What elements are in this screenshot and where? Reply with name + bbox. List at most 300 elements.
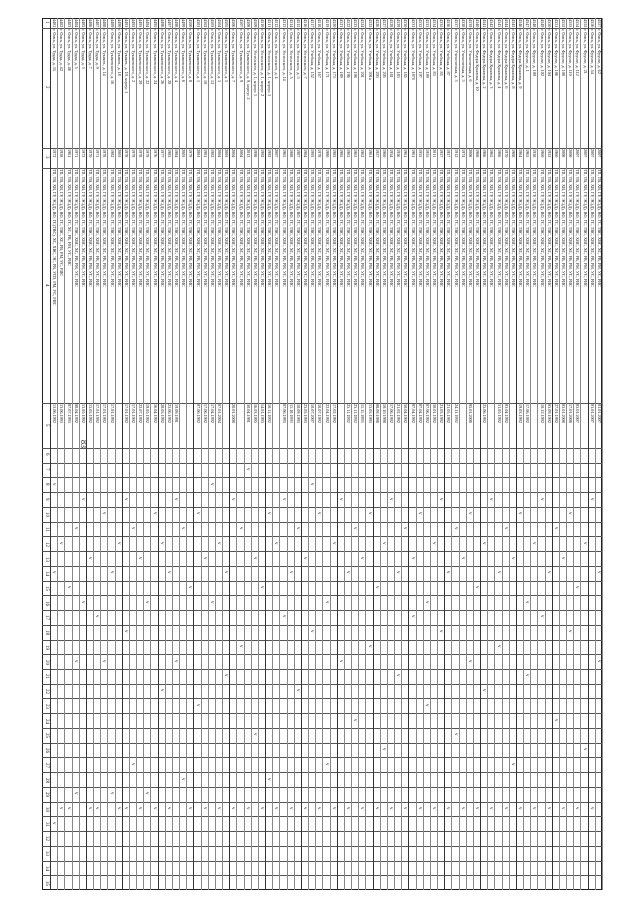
flag-mark: v (502, 806, 508, 810)
column-number: 18 (44, 630, 49, 636)
cell-address: г. Омск, ул. Успенского, д. 14 (281, 29, 287, 81)
cell-year: 1961 (367, 149, 373, 158)
column-number: 32 (44, 836, 49, 842)
cell-types: ТП, ТВ, ХВ, ГР, ЭС(Д), ВО, ГС, ТВС, ХВС, ХС, РВ, РМ, УС, РИС (202, 169, 208, 287)
cell-id: 4491 (123, 19, 129, 28)
column-number: 17 (44, 615, 49, 621)
column-number: 16 (44, 600, 49, 606)
flag-mark: v (137, 806, 143, 810)
cell-year: 1961 (403, 149, 409, 158)
cell-year: 1976 (152, 149, 158, 158)
cell-address: г. Омск, ул. Федора Крылова, д. 10 (475, 29, 481, 91)
cell-date: 03.01.2007 (575, 404, 581, 423)
cell-types: ТП, ТВ, ХВ, ГР, ЭС(Д), ВО, ГС, ТВС, ХВС, ХС, РВ, РМ, УС, РИС (489, 169, 495, 287)
cell-id: 4509 (252, 19, 258, 28)
flag-mark: v (58, 806, 64, 810)
column-number: 8 (44, 482, 49, 486)
column-number: 20 (44, 659, 49, 665)
flag-mark: v (423, 703, 429, 707)
cell-address: г. Омск, ул. Труда, д. 5 (80, 29, 86, 69)
cell-types: ТП, ТВ, ХВ, ГР, ЭС(Д), ВО, ГС, ТВС, ХВС, ХС, РВ, РМ, УС, РИС (597, 169, 602, 287)
cell-id: 4524 (360, 19, 366, 28)
cell-year: 1968 (475, 149, 481, 158)
cell-address: г. Омск, ул. Фрунзе, д. 62 (597, 29, 602, 74)
flag-mark: v (180, 527, 186, 530)
cell-address: г. Омск, ул. Фрунзе, д. 110 (568, 29, 574, 76)
flag-mark: v (251, 556, 257, 559)
flag-mark: v (115, 541, 121, 545)
cell-year: 1964 (518, 149, 524, 158)
flag-mark: v (173, 497, 179, 501)
cell-types: ТП, ТВ, ХВ, ГР, ЭС(Д), ВО, ГС, ТВС, ХВС, ХС, РВ, РМ, УС, РИС (389, 169, 395, 287)
cell-types: ТП, ТВ, ХВ, ГР, ЭС(Д), ВО, ГС, ТВС, ХВС, ХС, РВ, РМ, УС, РИС (503, 169, 509, 287)
cell-id: 4547 (525, 19, 531, 28)
flag-mark: v (244, 806, 250, 810)
flag-mark: v (187, 806, 193, 810)
flag-mark: v (445, 806, 451, 810)
cell-address: г. Омск, ул. Труда, д. 46 (66, 29, 72, 71)
cell-types: ТП, ТВ, ХВ, ГР, ЭС(Д), ВО, ГС, ТВС, ХВС, ХС, РВ, РМ, УС, РИС (568, 169, 574, 287)
row-separator (602, 18, 603, 890)
cell-year: 2003 (181, 149, 187, 158)
column-number: 9 (44, 497, 49, 501)
cell-year: 1954 (389, 149, 395, 158)
cell-year: 1982 (209, 149, 215, 158)
cell-address: г. Омск, ул. Федора Крылова, д. 4 (496, 29, 502, 89)
cell-date: 31.05.1992 (496, 404, 502, 423)
cell-id: 4534 (432, 19, 438, 28)
flag-mark: v (302, 556, 308, 559)
cell-date: 07.06.1993 (281, 404, 287, 423)
flag-mark: v (352, 527, 358, 530)
flag-mark: v (509, 556, 515, 559)
cell-year: 1985 (338, 149, 344, 158)
cell-date: 13.06.1993 (59, 404, 65, 423)
cell-types: ТП, ТВ, ХВ, ГР, ЭС(Д), ВО, ГС, ТВС, ХВС, ХС, РВ, РМ, УС, РИС (432, 169, 438, 287)
cell-address: г. Омск, ул. Учебная, д. 197 (417, 29, 423, 78)
cell-id: 4503 (209, 19, 215, 28)
cell-types: ТП, ТВ, ХВ, ГР, ЭС(Д), ВО, ГС(ТВС), ХС, ХВС, ЭС, РВ, УПЗ, РМ, УС, РИС (52, 169, 58, 306)
cell-types: ТП, ТВ, ХВ, ГР, ЭС(Д), ВО, ГС, ТВС, ХВС, ХС, РВ, РМ, УС, РИС (561, 169, 567, 287)
cell-year: 2007 (582, 149, 588, 158)
cell-year: 2003 (224, 149, 230, 158)
flag-mark: v (588, 497, 594, 501)
flag-mark: v (545, 571, 551, 574)
cell-id: 4489 (109, 19, 115, 28)
cell-year: 1988 (288, 149, 294, 158)
cell-types: ТП, ТВ, ХВ, ГР, ЭС(Д), ВО, ГС, ТВС, ХВС, ХС, РВ, РМ, УС, РИС (539, 169, 545, 287)
flag-mark: v (65, 806, 71, 810)
cell-year: 1978 (317, 149, 323, 158)
cell-types: ТП, ТВ, ХВ, ГР, ЭС(Д), ВО, ГС, ТВС, ХВС, ХС, РВ, РМ, УС, РИС (303, 169, 309, 287)
cell-address: г. Омск, ул. Тухачевского, д. 8 (188, 29, 194, 83)
cell-date: 19.03.1992 (518, 404, 524, 423)
cell-year: 2008 (561, 149, 567, 158)
flag-mark: v (316, 512, 322, 515)
cell-id: 4508 (245, 19, 251, 28)
cell-date: 14.01.1993 (260, 404, 266, 423)
cell-date: 27.01.1992 (553, 404, 559, 423)
cell-year: 1983 (166, 149, 172, 158)
cell-id: 4523 (353, 19, 359, 28)
cell-address: г. Омск, ул. Фрунзе, д. 100 (532, 29, 538, 76)
flag-mark: v (395, 571, 401, 574)
cell-types: ТП, ТВ, ХВ, ГР, ЭС(Д), ВО, ГС, ТВС, ХВС, ХС, РВ, РМ, УС, РИС (482, 169, 488, 287)
cell-year: 1957 (374, 149, 380, 158)
flag-mark: v (122, 630, 128, 633)
cell-types: ТП, ТВ, ХВ, ГР, ЭС(Д), ВО, ГС, ТВС, ХВС, ХС, РВ, РМ, УС, РИС (217, 169, 223, 287)
flag-mark: v (187, 585, 193, 589)
flag-mark: v (309, 482, 315, 486)
column-number: 13 (44, 556, 49, 562)
column-number: 24 (44, 718, 49, 724)
cell-address: г. Омск, ул. Фрунзе, д. 104 (546, 29, 552, 76)
cell-types: ТП, ТВ, ХВ, ГР, ЭС(Д), ВО, ГС, ТВС, ХВС, ХС, РВ, РМ, УС, РИС (475, 169, 481, 287)
cell-id: 4555 (582, 19, 588, 28)
cell-date: 08.09.1998 (374, 404, 380, 423)
cell-id: 4515 (295, 19, 301, 28)
cell-types: ТП, ТВ, ХВ, ГР, ЭС(Д), ВО, ГС, ТВС, ХВС, ХС, РВ, РМ, УС, РИС (331, 169, 337, 287)
cell-year: 1992 (260, 149, 266, 158)
cell-types: ТП, ТВ, ХВ, ГР, ЭС(Д), ВО, ГС, ТВС, ХВС, ХС, РВ, РМ, УС, РИС (102, 169, 108, 287)
cell-address: г. Омск, ул. Тухачев., д. 18 (116, 29, 122, 76)
flag-mark: v (560, 556, 566, 559)
row-separator (387, 18, 388, 890)
cell-date: 21.05.1992 (446, 404, 452, 423)
cell-types: ТП, ТВ, ХВ, ГР, ЭС(Д), ВО, ГС, ТВС, ХВС, ХС, РВ, РМ, УС, РИС (95, 169, 101, 287)
flag-mark: v (560, 806, 566, 810)
cell-address: г. Омск, ул. Учебная, д. 201а (367, 29, 373, 80)
cell-date: 17.06.1992 (389, 404, 395, 423)
flag-mark: v (517, 512, 523, 515)
cell-id: 4512 (274, 19, 280, 28)
cell-date: 07.01.2004 (217, 404, 223, 423)
flag-mark: v (495, 644, 501, 648)
cell-address: г. Омск, ул. Учебная, д. 173 (331, 29, 337, 78)
flag-mark: v (309, 630, 315, 633)
cell-address: г. Омск, ул. Успенского, д. 1, корпус 2 (260, 29, 266, 97)
cell-id: 4537 (453, 19, 459, 28)
cell-date: 11.10.1993 (288, 404, 294, 423)
column-number: 5 (44, 423, 49, 426)
cell-types: ТП, ТВ, ХВ, ГР, ЭС(Д), ВО, ГС, ТВС, ХВС, ХС, РВ, РМ, УС, РИС (324, 169, 330, 287)
flag-mark: v (51, 571, 57, 574)
cell-id: 4481 (52, 19, 58, 28)
column-number: 1 (44, 21, 49, 24)
cell-types: ТП, ТВ, ХВ, ГР, ЭС(Д), ВО, ГС, ТВС, ХС, РВ, РМ, УС, РИС (59, 169, 65, 277)
row-separator (236, 18, 237, 890)
cell-year: 1963 (353, 149, 359, 158)
flag-mark: v (237, 644, 243, 648)
cell-address: г. Омск, ул. Учебная, д. 152 (310, 29, 316, 78)
cell-address: г. Омск, ул. Учебная, д. 203 (374, 29, 380, 78)
cell-types: ТП, ТВ, ХВ, ГР, ЭС(Д), ВО, ГС, ТВС, ХВС, ХС, РВ, РМ, УС, РИС (467, 169, 473, 287)
cell-year: 1979 (145, 149, 151, 158)
cell-address: г. Омск, ул. Фрунзе, д. 1 (525, 29, 531, 72)
cell-date: 17.01.1992 (131, 404, 137, 423)
flag-mark: v (216, 806, 222, 810)
flag-mark: v (287, 571, 293, 574)
cell-id: 4540 (475, 19, 481, 28)
cell-id: 4542 (489, 19, 495, 28)
cell-id: 4498 (174, 19, 180, 28)
cell-id: 4530 (403, 19, 409, 28)
row-separator (193, 18, 194, 890)
flag-mark: v (416, 806, 422, 810)
cell-id: 4549 (539, 19, 545, 28)
flag-mark: v (130, 762, 136, 766)
cell-date: 21.03.1992 (439, 404, 445, 423)
column-number: 19 (44, 644, 49, 650)
cell-address: г. Омск, ул. Учебная, д. 185 (403, 29, 409, 78)
flag-mark: v (380, 541, 386, 545)
cell-year: 1998 (252, 149, 258, 158)
flag-mark: v (402, 527, 408, 530)
cell-year: 2001 (195, 149, 201, 158)
cell-address: г. Омск, ул. Учебная, д. 87 (446, 29, 452, 76)
cell-year: 1966 (482, 149, 488, 158)
column-number: 26 (44, 748, 49, 754)
cell-address: г. Омск, ул. Учебная, д. 201 (360, 29, 366, 78)
cell-id: 4556 (589, 19, 595, 28)
flag-mark: v (137, 556, 143, 559)
cell-year: 2007 (575, 149, 581, 158)
cell-types: ТП, ТВ, ХВ, ГР, ЭС(Д), ВО, ГС, ТВС, ХВС, ХС, РВ, РМ, УС, РИС (109, 169, 115, 287)
flag-mark: v (466, 512, 472, 515)
column-number: 34 (44, 865, 49, 871)
cell-types: ТП, ТВ, ХВ, ГР, ЭС(Д), ВО, ГС, ТВС, ХВС, ХС, РВ, РМ, УС, РИС (582, 169, 588, 287)
column-number: 23 (44, 703, 49, 709)
cell-types: ТП, ТВ, ХВ, ГР, ЭС(Д), ВО, ГС, ТВС, ХВС, ХС, РВ, РМ, УС, РИС (224, 169, 230, 287)
cell-types: ТП, ТВ, ХВ, ГР, ЭС(Д), ВО, ГС, ТВС, ХВС, ХС, РВ, РМ, УС, РИС (381, 169, 387, 287)
cell-year: 1960 (381, 149, 387, 158)
cell-date: 16.04.1992 (152, 404, 158, 423)
cell-year: 2004 (238, 149, 244, 158)
cell-year: 1962 (360, 149, 366, 158)
row-separator (537, 18, 538, 890)
cell-date: 22.07.1992 (138, 404, 144, 423)
flag-mark: v (58, 541, 64, 545)
cell-date: 17.02.1992 (331, 404, 337, 423)
cell-year: 1952 (546, 149, 552, 158)
cell-id: 4550 (546, 19, 552, 28)
flag-mark: v (502, 527, 508, 530)
flag-mark: v (280, 615, 286, 618)
flag-mark: v (438, 630, 444, 633)
cell-types: ТП, ТВ, ХВ, ГР, ЭС(Д), ВО, ГС, ТВС, ХВС, ХС, РВ, РМ, УС, РИС (510, 169, 516, 287)
flag-mark: v (538, 497, 544, 501)
cell-address: г. Омск, ул. Учебная, д. 196 (346, 29, 352, 78)
cell-date: 17.06.1992 (525, 404, 531, 423)
cell-address: г. Омск, ул. Учебная, д. 171 (324, 29, 330, 78)
flag-mark: v (481, 541, 487, 545)
flag-mark: v (223, 571, 229, 574)
flag-mark: v (452, 733, 458, 736)
cell-year: 2003 (116, 149, 122, 158)
flag-mark: v (567, 630, 573, 633)
cell-date: 30.01.1992 (432, 404, 438, 423)
cell-types: ТП, ТВ, ХВ, ГР, ЭС(Д), ВО, ГС, ТВС, ХВС, ХС, РВ, РМ, УС, РИС (417, 169, 423, 287)
flag-mark: v (94, 615, 100, 618)
cell-id: 4518 (317, 19, 323, 28)
cell-address: г. Омск, ул. Учебная, д. 85 (439, 29, 445, 76)
flag-mark: v (230, 497, 236, 501)
flag-mark: v (208, 482, 214, 486)
flag-mark: v (130, 527, 136, 530)
cell-id: 4520 (331, 19, 337, 28)
page-number: 83 (79, 440, 88, 448)
cell-date: 16.03.1995 (252, 404, 258, 423)
cell-address: г. Омск, ул. Тухачевского, д. 22 (145, 29, 151, 85)
flag-mark: v (216, 541, 222, 545)
flag-mark: v (402, 806, 408, 810)
cell-id: 4516 (303, 19, 309, 28)
cell-address: г. Омск, ул. Успенского, д. 7 (303, 29, 309, 79)
cell-id: 4485 (80, 19, 86, 28)
flag-mark: v (438, 497, 444, 501)
flag-mark: v (79, 600, 85, 604)
cell-types: ТП, ТВ, ХВ, ГР, ЭС(Д), ВО, ГС, ТВС, ХВС, ХС, РВ, РМ, УС, РИС (195, 169, 201, 287)
cell-id: 4513 (281, 19, 287, 28)
flag-mark: v (409, 556, 415, 559)
flag-mark: v (108, 792, 114, 795)
cell-address: г. Омск, ул. Учебная, д. 205 (381, 29, 387, 78)
cell-types: ТП, ТВ, ХВ, ГР, ЭС(Д), ВО, ГС, ТВС, ХВС, ХС, РВ, РМ, УС, РИС (353, 169, 359, 287)
flag-mark: v (165, 571, 171, 574)
cell-year: 1965 (281, 149, 287, 158)
cell-id: 4525 (367, 19, 373, 28)
flag-mark: v (431, 806, 437, 810)
column-number: 15 (44, 585, 49, 591)
cell-types: ТП, ТВ, ХВ, ГР, ЭС(Д), ВО, ГС, ТВС, ХВС, ХС, РВ, РМ, УС, РИС (138, 169, 144, 287)
column-number: 2 (44, 86, 49, 89)
cell-id: 4535 (439, 19, 445, 28)
cell-year: 1957 (439, 149, 445, 158)
cell-types: ТП, ТВ, ХВ, ГР, ЭС(Д), ВО, ГС, ТВС, ХВС, ХС, РВ, РМ, УС, РИС (159, 169, 165, 287)
flag-mark: v (452, 527, 458, 530)
cell-address: г. Омск, ул. Федора Крылова, д. 3 (489, 29, 495, 89)
flag-mark: v (488, 806, 494, 810)
cell-id: 4554 (575, 19, 581, 28)
flag-mark: v (531, 541, 537, 545)
cell-id: 4507 (238, 19, 244, 28)
cell-year: 2011 (432, 149, 438, 158)
cell-year: 1972 (80, 149, 86, 158)
flag-mark: v (194, 512, 200, 515)
flag-mark: v (567, 512, 573, 515)
column-number: 22 (44, 689, 49, 695)
row-separator (301, 18, 302, 890)
flag-mark: v (323, 762, 329, 766)
cell-address: г. Омск, ул. Труда, д. 9 (95, 29, 101, 69)
cell-date: 10.12.1992 (539, 404, 545, 423)
cell-address: г. Омск, ул. Тухачевского, д. 28 (166, 29, 172, 85)
cell-id: 4484 (73, 19, 79, 28)
flag-mark: v (581, 541, 587, 545)
column-number: 21 (44, 674, 49, 680)
cell-date: 17.01.2008 (568, 404, 574, 423)
cell-date: 30.04.1991 (245, 404, 251, 423)
flag-mark: v (151, 512, 157, 515)
cell-types: ТП, ТВ, ХВ, ГР, ЭС(Д), ВО, ГС, ТВС, ХВС, ХС, РВ, РМ, УС, РИС (496, 169, 502, 287)
cell-types: ТП, ТВ, ХВ, ГР, ЭС(Д), ВО, ГС, ТВС, ХВС, ХС, РВ, РМ, УС, РИС (80, 169, 86, 287)
cell-types: ТП, ТВ, ХВ, ГР, ЭС(Д), ВО, ГС, ТВС, ХВС, ХС, РВ, РМ, УС, РИС (439, 169, 445, 287)
cell-year: 1961 (66, 149, 72, 158)
flag-mark: v (180, 777, 186, 780)
row-separator (215, 18, 216, 890)
flag-mark: v (266, 512, 272, 515)
cell-date: 17.01.1992 (123, 404, 129, 423)
cell-address: г. Омск, ул. Тухачевского, д. 26 (159, 29, 165, 85)
flag-mark: v (366, 512, 372, 515)
cell-id: 4494 (145, 19, 151, 28)
cell-year: 1966 (496, 149, 502, 158)
cell-year: 1956 (396, 149, 402, 158)
flag-mark: v (474, 806, 480, 810)
flag-mark: v (495, 571, 501, 574)
flag-mark: v (431, 541, 437, 545)
register-table (42, 18, 602, 890)
cell-id: 4490 (116, 19, 122, 28)
cell-id: 4483 (66, 19, 72, 28)
cell-address: г. Омск, ул. Тухачевского, д. 2 (131, 29, 137, 83)
cell-year: 1987 (295, 149, 301, 158)
cell-address: г. Омск, ул. Успенского, д. 1, корпус 3 (267, 29, 273, 97)
flag-mark: v (373, 585, 379, 589)
column-number: 29 (44, 792, 49, 798)
cell-year: 1979 (131, 149, 137, 158)
flag-mark: v (345, 571, 351, 574)
cell-id: 4541 (482, 19, 488, 28)
flag-mark: v (72, 527, 78, 530)
cell-address: г. Омск, ул. Успенского, д. 1, корпус 1 (252, 29, 258, 97)
cell-id: 4546 (518, 19, 524, 28)
cell-year: 1981 (202, 149, 208, 158)
cell-year: 1963 (346, 149, 352, 158)
cell-address: г. Омск, ул. Тухачевского, д. 10 (202, 29, 208, 85)
cell-date: 17.06.1992 (202, 404, 208, 423)
cell-year: 1912 (453, 149, 459, 158)
cell-id: 4502 (202, 19, 208, 28)
column-number: 30 (44, 806, 49, 812)
flag-mark: v (87, 556, 92, 559)
cell-id: 4528 (389, 19, 395, 28)
cell-id: 4488 (102, 19, 108, 28)
cell-types: ТП, ТВ, ХВ, ГР, ЭС(Д), ВО, ГС, ТВС, ХВС, ХС, РВ, РМ, УС, РИС (532, 169, 538, 287)
flag-mark: v (330, 806, 336, 810)
cell-year: 1957 (446, 149, 452, 158)
flag-mark: v (79, 497, 85, 501)
cell-address: г. Омск, ул. Тухачевского, д. 16 (109, 29, 115, 85)
cell-date: 23.06.1992 (166, 404, 172, 423)
cell-date: 10.09.1993 (295, 404, 301, 423)
cell-date: 30.04.1992 (403, 404, 409, 423)
cell-types: ТП, ТВ, ХВ, ГР, ЭС(Д), ВО, ГС, ТВС, ХВС, ХС, РВ, РМ, УС, РИС (410, 169, 416, 287)
cell-year: 1983 (331, 149, 337, 158)
cell-types: ТП, ТВ, ХВ, ГР, ЭС(Д), ВО, ГС, ТВС, ХВС, ХС, РВ, РМ, УС, РИС (267, 169, 273, 287)
cell-id: 4529 (396, 19, 402, 28)
flag-mark: v (481, 689, 487, 692)
flag-mark: v (330, 541, 336, 545)
flag-mark: v (294, 527, 300, 530)
cell-id: 4526 (374, 19, 380, 28)
flag-mark: v (423, 600, 429, 604)
row-separator (258, 18, 259, 890)
cell-types: ТП, ТВ, ХВ, ГР, ЭС(Д), ВО, ГС, ТВС, ХВС, ХС, РВ, РМ, УС, РИС (123, 169, 129, 287)
cell-address: г. Омск, ул. Фрунзе, д. 112 (575, 29, 581, 76)
cell-types: ТП, ТВ, ХВ, ГР, ЭС(Д), ВО, ГС, ТВС, ХВС, ХС, РВ, РМ, УС, РИС (575, 169, 581, 287)
cell-address: г. Омск, ул. Учебная, д. 183 (396, 29, 402, 78)
